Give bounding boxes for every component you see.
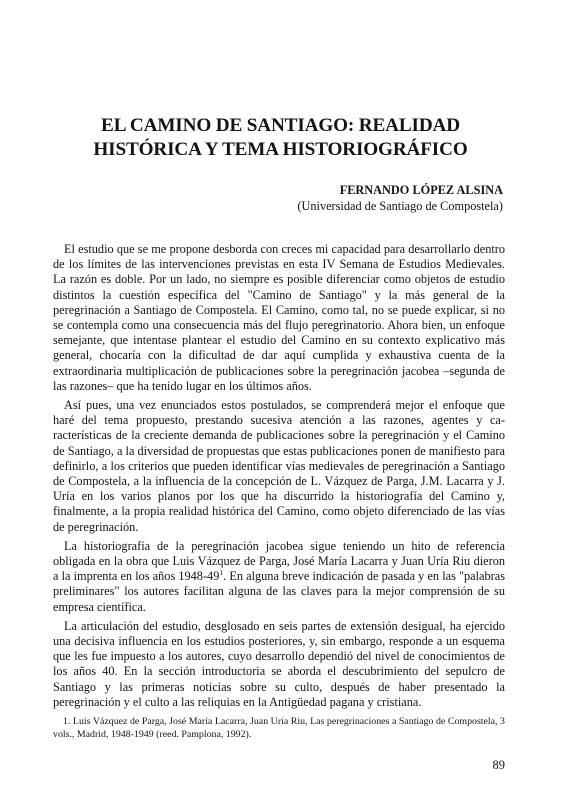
author-name: FERNANDO LÓPEZ ALSINA: [339, 183, 503, 197]
title-line-2: HISTÓRICA Y TEMA HISTORIOGRÁFICO: [93, 139, 468, 160]
paragraph-2: Así pues, una vez enunciados estos postulados, se comprenderá mejor el enfoque que haré del tema propuesto, prestando sucesiva atención a las razones, agentes y características de la creciente demanda de publicaciones sobre la peregrinación y el Camino de Santiago, a la diversidad de propuestas que estas publicaciones ponen de manifiesto para definirlo, a los criterios que pueden identificar vías medievales de peregrinación a Santiago de Compostela, a la influencia de la concepción de L. Vázquez de Parga, J.M. Lacarra y J. Uría en los varios planos por los que ha discurrido la historiografía del Camino y, finalmente, a la propia realidad histórica del Camino, como objeto diferenciado de las vías de peregrinación.: [53, 398, 505, 534]
article-title: [50, 114, 511, 162]
paragraph-3-continuation: . En alguna breve indicación de pasada y en las "palabras preliminares" los autores facilitan alguna de las claves para la mejor comprensión de su empresa científica.: [53, 569, 505, 614]
paragraph-1: El estudio que se me propone desborda con creces mi capacidad para desarrollarlo dentro de los límites de las intervenciones previstas en esta IV Semana de Estudios Medievales. La razón es doble. Por un lado, no siempre es posible diferenciar como objetos de estudio distintos la cuestión específica del "Camino de Santiago" y la más general de la peregrinación a Santiago de Compostela. El Camino, como tal, no se puede explicar, si no se contempla como una consecuencia más del flujo peregrinatorio. Ahora bien, un enfoque semejante, que intentase plantear el estudio del Camino en su contexto explicativo más general, chocaría con la dificultad de dar aquí cumplida y exhaustiva cuenta de la extraordinaria multiplicación de publicaciones sobre la peregrinación jacobea –segunda de las razones– que ha tenido lugar en los últimos años.: [53, 242, 505, 393]
title-line-1: EL CAMINO DE SANTIAGO: REALIDAD: [101, 115, 460, 136]
paragraph-4: La articulación del estudio, desglosado en seis partes de extensión desigual, ha ejercido una decisiva influencia en los estudios posteriores, y, sin embargo, responde a un esquema que les fue impuesto a los autores, cuyo desarrollo dependió del nivel de conocimientos de los años 40. En la sección introductoria se aborda el descubrimiento del sepulcro de Santiago y las primeras noticias sobre su culto, después de haber presentado la peregrinación y el culto a las reliquias en la Antigüedad pagana y cristiana.: [53, 618, 505, 709]
author-affiliation: (Universidad de Santiago de Compostela): [297, 199, 503, 213]
paragraph-3-text: La historiografía de la peregrinación jacobea sigue teniendo un hito de referencia obligada en la obra que Luis Vázquez de Parga, José María Lacarra y Juan Uría Riu dieron a la imprenta en los años 1948-49: [53, 538, 505, 584]
paragraph-3: [53, 539, 505, 615]
article-body: [53, 242, 505, 714]
page-number: 89: [492, 758, 505, 772]
footnote-reference[interactable]: 1: [219, 568, 224, 578]
footnote: 1. Luis Vázquez de Parga, José María Lacarra, Juan Uría Riu, Las peregrinaciones a Santiago de Compostela, 3 vols., Madrid, 1948-1949 (reed. Pamplona, 1992).: [53, 716, 505, 740]
